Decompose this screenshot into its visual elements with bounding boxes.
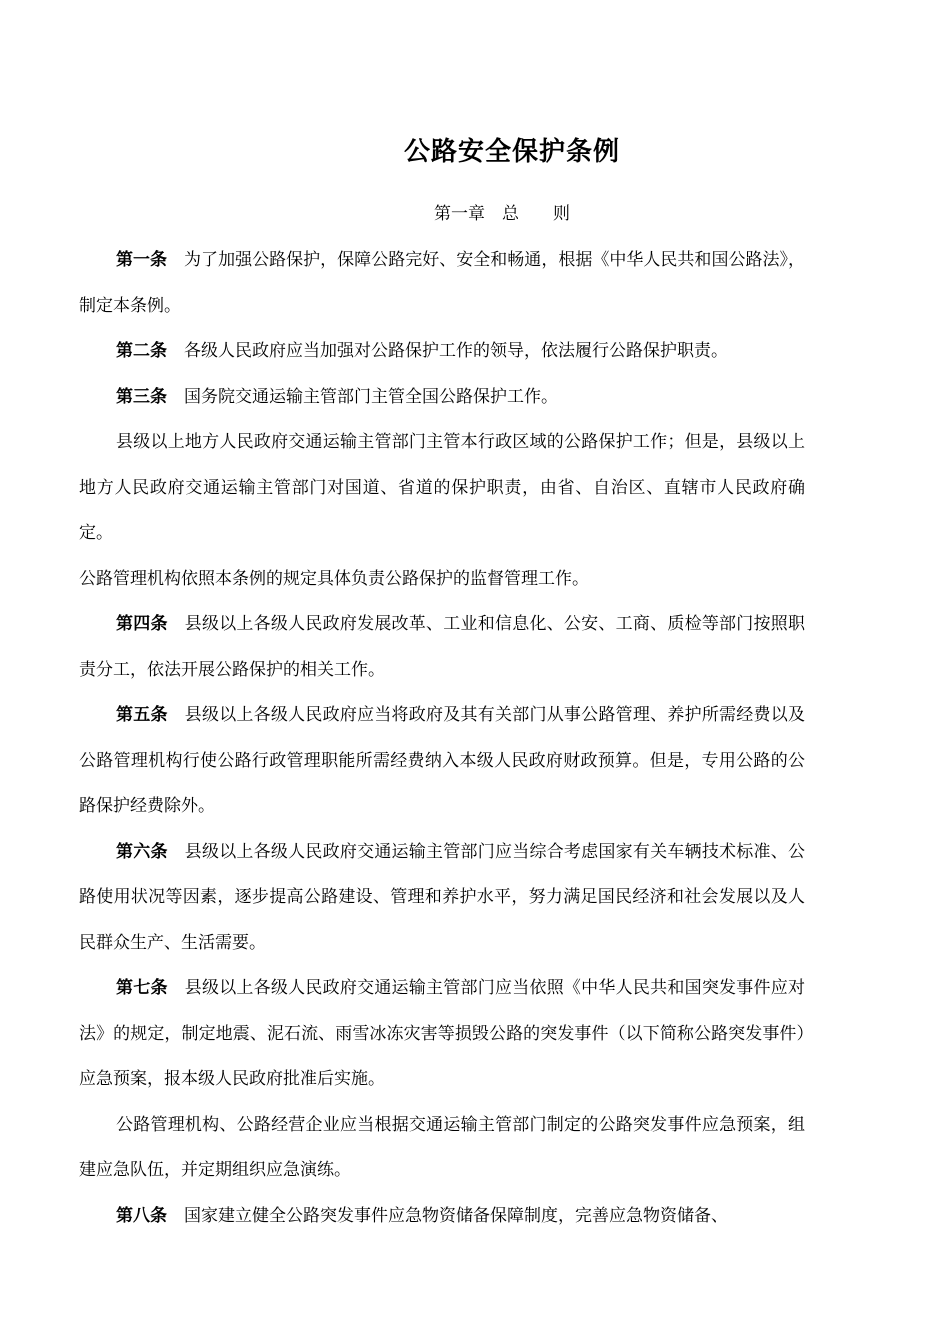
paragraph — [79, 557, 805, 603]
paragraph — [79, 830, 805, 967]
paragraph-text: 公路管理机构依照本条例的规定具体负责公路保护的监督管理工作。 — [79, 568, 589, 589]
paragraph-text: 各级人民政府应当加强对公路保护工作的领导，依法履行公路保护职责。 — [184, 341, 728, 361]
article-number: 第二条 — [116, 341, 167, 361]
paragraph-text: 县级以上各级人民政府发展改革、工业和信息化、公安、工商、质检等部门按照职责分工，依法开展公路保护的相关工作。 — [79, 614, 806, 680]
article-number: 第三条 — [116, 386, 167, 407]
article-number: 第五条 — [116, 705, 168, 725]
paragraph-text: 为了加强公路保护，保障公路完好、安全和畅通，根据《中华人民共和国公路法》，制定本条例。 — [79, 250, 806, 316]
article-number: 第四条 — [116, 614, 168, 634]
paragraph-text: 公路管理机构、公路经营企业应当根据交通运输主管部门制定的公路突发事件应急预案，组建应急队伍，并定期组织应急演练。 — [79, 1114, 805, 1180]
document-title: 公路安全保护条例 — [403, 137, 620, 167]
article-number: 第六条 — [116, 841, 168, 862]
article-number: 第八条 — [116, 1205, 167, 1226]
paragraph — [79, 238, 805, 329]
paragraph-text: 县级以上各级人民政府交通运输主管部门应当综合考虑国家有关车辆技术标准、公路使用状况等因素，逐步提高公路建设、管理和养护水平，努力满足国民经济和社会发展以及人民群众生产、生活需要。 — [79, 841, 806, 953]
paragraph — [79, 329, 805, 375]
article-number: 第七条 — [116, 978, 168, 998]
paragraph-text: 县级以上各级人民政府应当将政府及其有关部门从事公路管理、养护所需经费以及公路管理机构行使公路行政管理职能所需经费纳入本级人民政府财政预算。但是，专用公路的公路保护经费除外。 — [79, 705, 806, 816]
article-number: 第一条 — [116, 250, 168, 270]
chapter-heading: 第一章 总 则 — [434, 204, 570, 224]
paragraph-text: 国家建立健全公路突发事件应急物资储备保障制度，完善应急物资储备、 — [184, 1205, 728, 1226]
paragraph-text: 国务院交通运输主管部门主管全国公路保护工作。 — [184, 386, 558, 407]
paragraph-text: 县级以上地方人民政府交通运输主管部门主管本行政区域的公路保护工作；但是，县级以上地方人民政府交通运输主管部门对国道、省道的保护职责，由省、自治区、直辖市人民政府确定。 — [79, 432, 805, 543]
paragraph — [79, 420, 805, 557]
paragraph — [79, 375, 805, 421]
document-body — [79, 238, 805, 1239]
paragraph — [79, 693, 805, 830]
paragraph — [79, 1103, 805, 1194]
paragraph — [79, 1194, 805, 1240]
paragraph — [79, 966, 805, 1103]
paragraph — [79, 602, 805, 693]
paragraph-text: 县级以上各级人民政府交通运输主管部门应当依照《中华人民共和国突发事件应对法》的规定，制定地震、泥石流、雨雪冰冻灾害等损毁公路的突发事件（以下简称公路突发事件）应急预案，报本级人民政府批准后实施。 — [79, 978, 806, 1089]
